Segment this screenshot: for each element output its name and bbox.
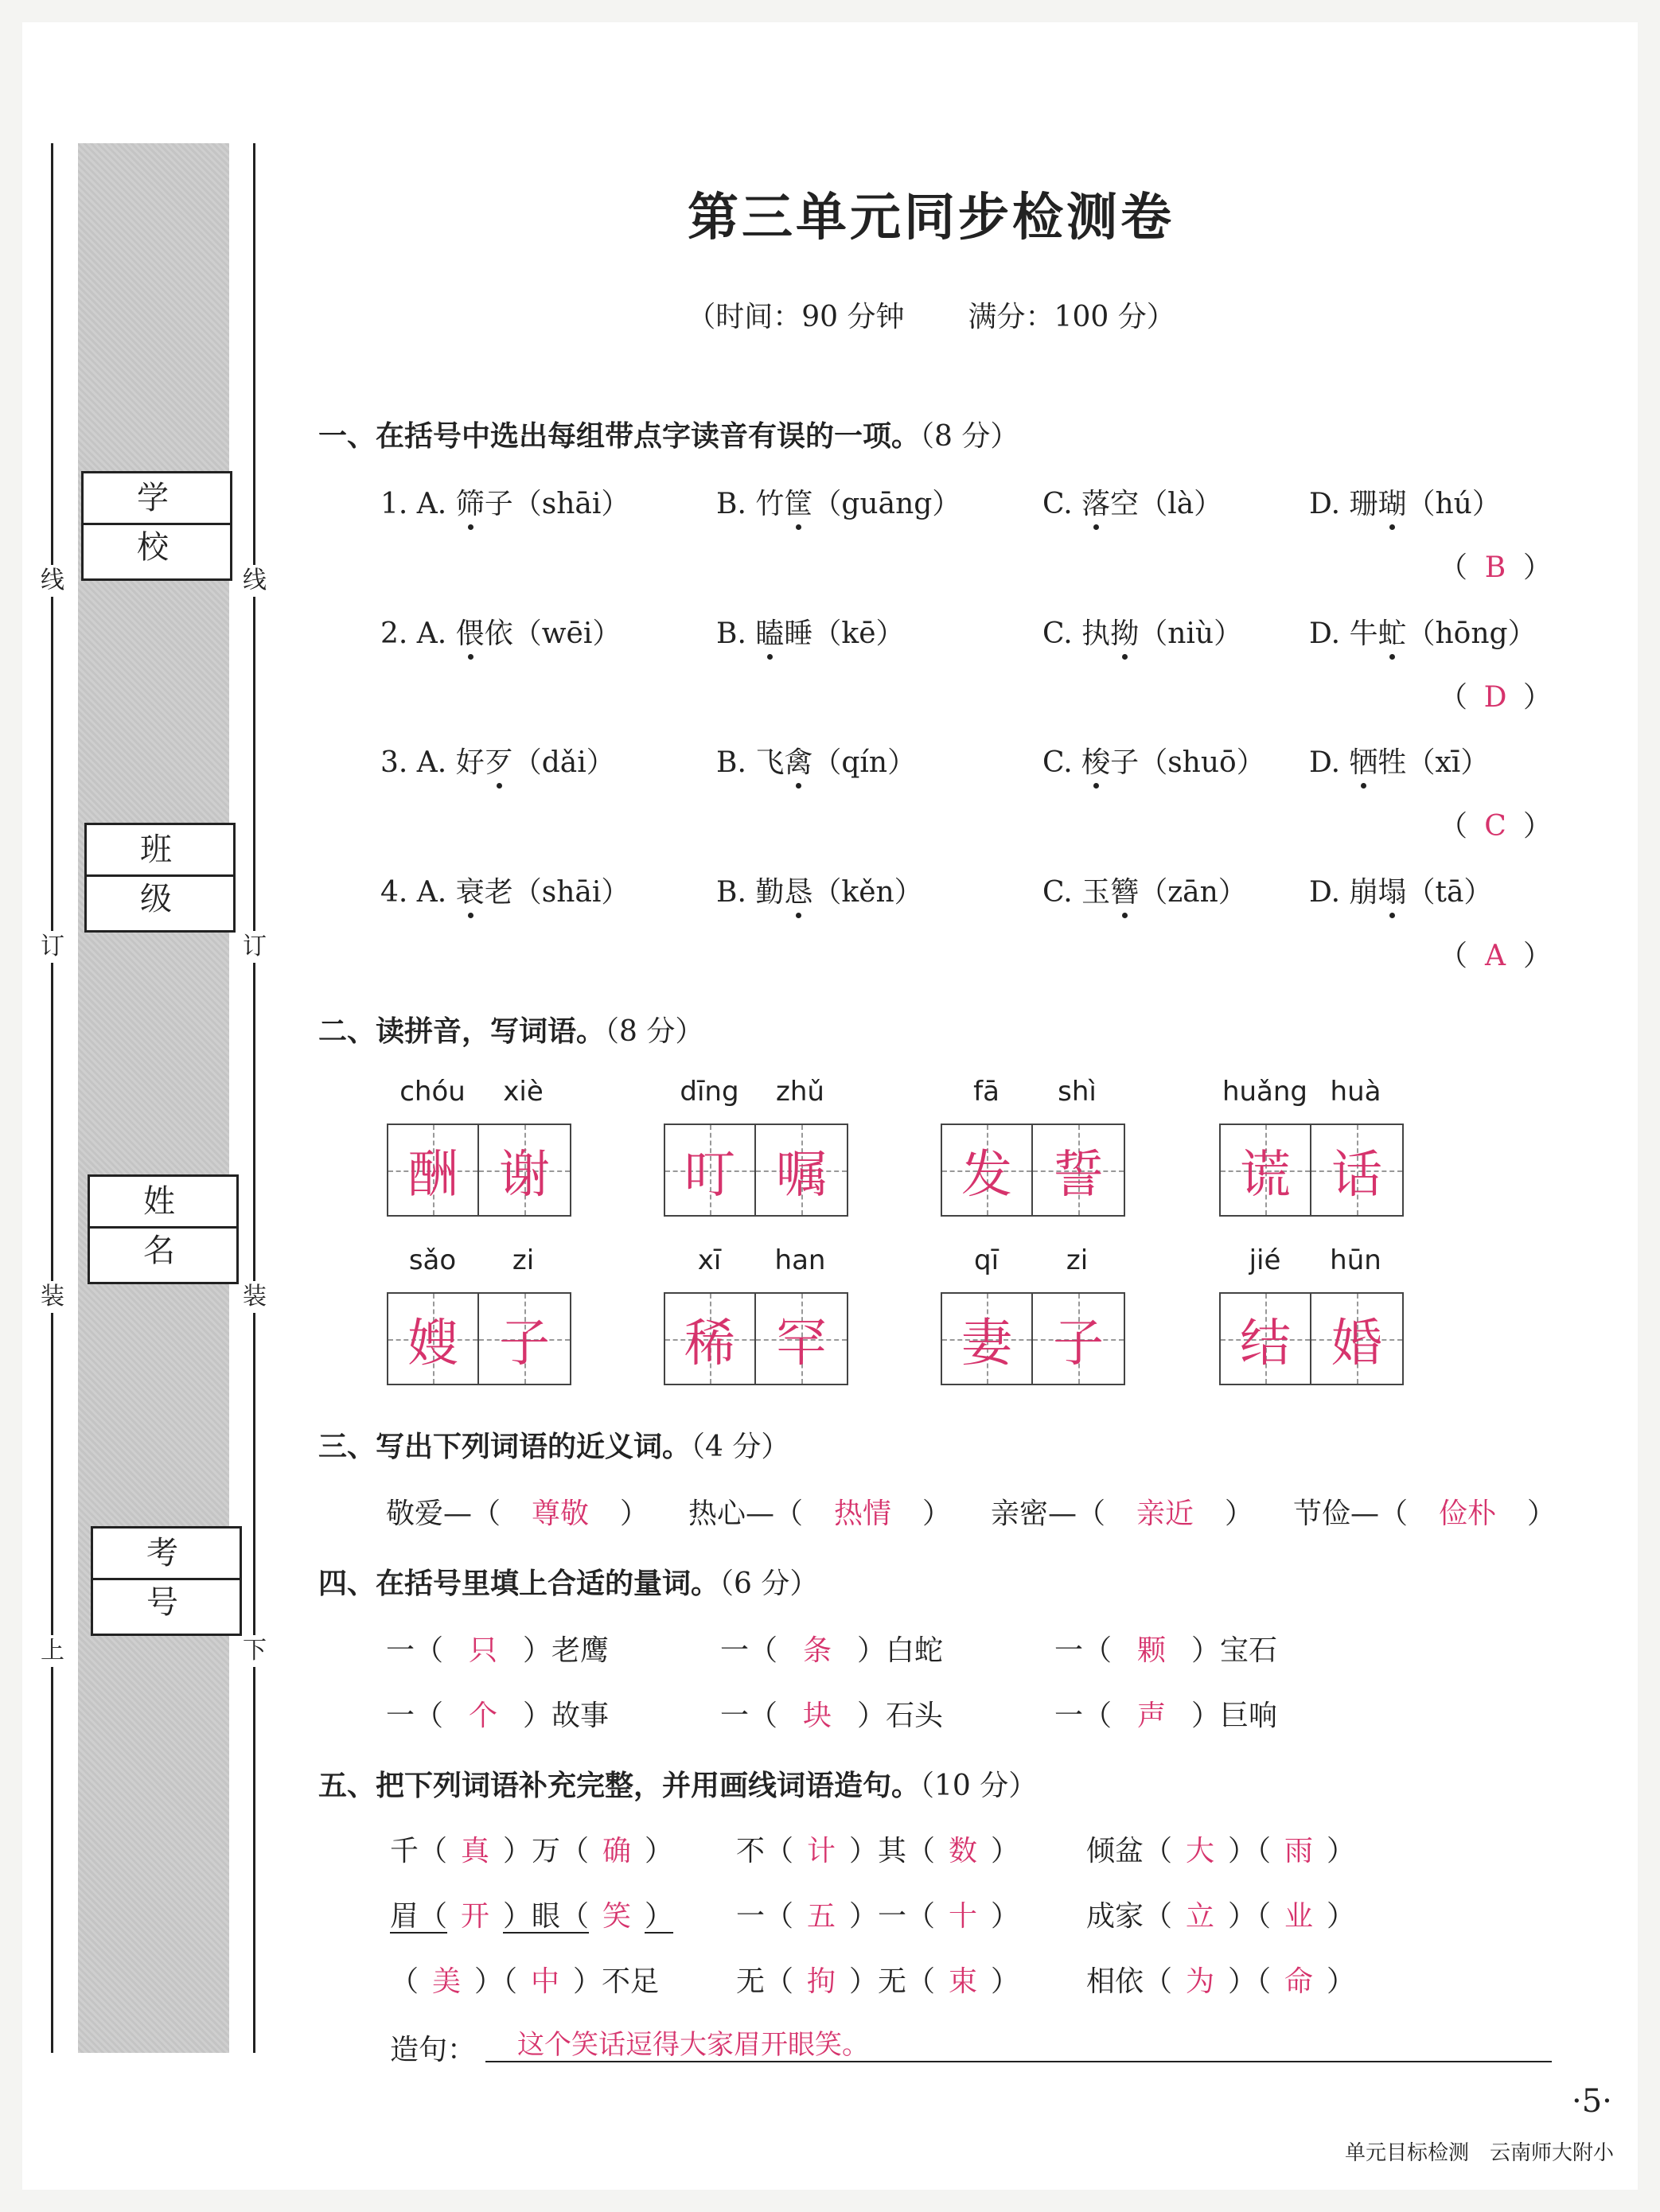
pinyin-label: chóu (399, 1076, 466, 1108)
option-label: D. (1309, 617, 1350, 650)
pinyin-label: hūn (1330, 1244, 1381, 1276)
binding-strip (78, 143, 229, 2053)
page-number: ·5· (1572, 2083, 1612, 2120)
synonym-close: ） (922, 1497, 952, 1530)
q1-option (1042, 870, 1247, 910)
tianzige-grid (387, 1292, 571, 1385)
idiom-text: ）（ (1228, 1965, 1272, 1998)
pinyin-label: qī (973, 1244, 1000, 1276)
sentence-label: 造句： (390, 2034, 477, 2066)
grid-cell[interactable] (665, 1125, 756, 1215)
tianzige-grid (664, 1124, 848, 1217)
option-pinyin: （guāng） (812, 488, 961, 520)
measure-word-item (386, 1628, 609, 1669)
written-char: 罕 (776, 1314, 827, 1373)
option-char: 执 (1081, 617, 1111, 650)
idiom-text: ）（ (474, 1965, 518, 1998)
tianzige-grid (941, 1292, 1125, 1385)
measure-pre: 一（ (386, 1700, 444, 1732)
pinyin-label: zi (1066, 1244, 1089, 1276)
option-label: B. (716, 876, 756, 909)
option-label: C. (1042, 876, 1082, 909)
q1-answer[interactable]: D (1483, 681, 1507, 714)
option-char: 子 (1110, 746, 1140, 779)
tianzige-grid (387, 1124, 571, 1217)
option-label: D. (1309, 746, 1350, 779)
sentence-line (485, 2059, 1552, 2062)
measure-answer[interactable]: 声 (1137, 1700, 1167, 1732)
idiom-text: ） (1327, 1835, 1356, 1867)
idiom-text: ） (1327, 1965, 1356, 1998)
q2-heading: 二、读拼音，写词语。（8 分） (318, 1015, 704, 1048)
synonym-close: ） (1225, 1497, 1254, 1530)
written-char: 嫂 (407, 1314, 458, 1373)
option-pinyin: （shuō） (1139, 746, 1265, 779)
grid-cell[interactable] (1033, 1125, 1124, 1215)
option-label: B. (716, 746, 756, 779)
idiom-answer[interactable]: 确 (602, 1835, 632, 1867)
written-char: 发 (961, 1145, 1012, 1205)
synonym-item (1293, 1491, 1556, 1532)
pinyin-label: shì (1058, 1076, 1097, 1108)
option-char: 好 (455, 746, 485, 779)
measure-post: ）白蛇 (857, 1634, 944, 1667)
idiom-text: （ (390, 1965, 419, 1998)
sentence-answer[interactable]: 这个笑话逗得大家眉开眼笑。 (517, 2029, 869, 2061)
q1-answer-paren: （ D ） (1439, 681, 1553, 714)
q1-option (380, 740, 615, 781)
pinyin-label: huà (1330, 1076, 1381, 1108)
option-pinyin: （xī） (1406, 746, 1490, 779)
tianzige-grid (1219, 1124, 1404, 1217)
q1-option (1042, 740, 1265, 781)
measure-pre: 一（ (1054, 1634, 1113, 1667)
grid-cell[interactable] (1221, 1125, 1311, 1215)
written-char: 叮 (684, 1145, 735, 1205)
grid-cell[interactable] (942, 1125, 1033, 1215)
option-char: 玉 (1081, 876, 1111, 909)
class-box (84, 823, 236, 933)
option-char: 筛 (455, 488, 485, 520)
option-char: 衰 (455, 876, 485, 909)
school-box (81, 471, 232, 581)
option-char: 依 (484, 617, 513, 650)
q1-option (380, 870, 629, 910)
written-char: 稀 (684, 1314, 735, 1373)
grid-cell[interactable] (942, 1294, 1033, 1384)
idiom-text: ）无（ (849, 1965, 936, 1998)
synonym-word: 敬爱—（ (386, 1497, 501, 1530)
option-char: 恳 (784, 876, 813, 909)
idiom-item (1086, 1828, 1355, 1869)
idiom-answer[interactable]: 中 (531, 1965, 560, 1998)
grid-cell[interactable] (756, 1294, 847, 1384)
grid-cell[interactable] (388, 1294, 479, 1384)
option-char: 瑚 (1377, 488, 1407, 520)
idiom-text: ）其（ (849, 1835, 936, 1867)
option-char: 飞 (755, 746, 785, 779)
q1-option (716, 481, 961, 522)
idiom-text: ） (1327, 1900, 1356, 1933)
q1-option (1042, 481, 1222, 522)
measure-answer[interactable]: 条 (803, 1634, 832, 1667)
option-char: 竹 (755, 488, 785, 520)
synonym-answer[interactable]: 亲近 (1136, 1497, 1194, 1530)
idiom-answer[interactable]: 业 (1284, 1900, 1314, 1933)
grid-cell[interactable] (1221, 1294, 1311, 1384)
option-char: 塌 (1377, 876, 1407, 909)
synonym-close: ） (1527, 1497, 1557, 1530)
school-label: 学 校 (84, 473, 230, 525)
idiom-text: ）不足 (573, 1965, 660, 1998)
side-char: 订 (239, 931, 271, 963)
idiom-item (736, 1894, 1019, 1934)
synonym-answer[interactable]: 俭朴 (1439, 1497, 1497, 1530)
grid-cell[interactable] (1311, 1294, 1402, 1384)
idiom-text: 倾盆（ (1086, 1835, 1173, 1867)
idiom-item (390, 1828, 673, 1869)
written-char: 妻 (961, 1314, 1012, 1373)
idiom-answer[interactable]: 五 (807, 1900, 836, 1933)
grid-cell[interactable] (479, 1294, 570, 1384)
synonym-word: 节俭—（ (1293, 1497, 1409, 1530)
written-char: 誓 (1053, 1145, 1104, 1205)
grid-cell[interactable] (388, 1125, 479, 1215)
idiom-answer[interactable]: 束 (949, 1965, 978, 1998)
grid-cell[interactable] (1033, 1294, 1124, 1384)
measure-word-item (386, 1693, 609, 1734)
idiom-text: 千（ (390, 1835, 448, 1867)
full-score: 满分：100 分） (968, 301, 1175, 333)
measure-word-item (1054, 1693, 1277, 1734)
synonym-answer[interactable]: 尊敬 (532, 1497, 590, 1530)
idiom-text: ）（ (1228, 1900, 1272, 1933)
measure-pre: 一（ (720, 1700, 778, 1732)
option-pinyin: （dǎi） (512, 746, 615, 779)
synonym-item (991, 1491, 1253, 1532)
idiom-text: ） (645, 1900, 674, 1933)
measure-post: ）故事 (523, 1700, 610, 1732)
option-char: 勤 (755, 876, 785, 909)
tianzige-grid (1219, 1292, 1404, 1385)
synonym-answer[interactable]: 热情 (834, 1497, 892, 1530)
measure-post: ）老鹰 (523, 1634, 610, 1667)
side-char: 装 (37, 1281, 68, 1313)
measure-answer[interactable]: 只 (469, 1634, 498, 1667)
idiom-text: 相依（ (1086, 1965, 1173, 1998)
measure-post: ）宝石 (1191, 1634, 1278, 1667)
written-char: 话 (1331, 1145, 1382, 1205)
page-title: 第三单元同步检测卷 (688, 189, 1175, 247)
idiom-answer[interactable]: 美 (432, 1965, 462, 1998)
pinyin-label: xī (697, 1244, 722, 1276)
side-char: 装 (239, 1281, 271, 1313)
option-pinyin: （kē） (812, 617, 905, 650)
idiom-item (736, 1959, 1019, 2000)
measure-word-item (720, 1693, 943, 1734)
q1-answer-paren: （ B ） (1439, 551, 1553, 584)
side-char: 线 (37, 565, 68, 597)
name-box (88, 1174, 239, 1284)
pinyin-label: dīng (680, 1076, 739, 1108)
idiom-text: 成家（ (1086, 1900, 1173, 1933)
option-char: 牛 (1349, 617, 1378, 650)
measure-pre: 一（ (386, 1634, 444, 1667)
pinyin-label: han (774, 1244, 826, 1276)
option-label: D. (1309, 488, 1350, 520)
synonym-word: 亲密—（ (991, 1497, 1106, 1530)
option-label: B. (716, 488, 756, 520)
measure-pre: 一（ (720, 1634, 778, 1667)
idiom-text: ） (991, 1965, 1020, 1998)
option-char: 牺 (1349, 746, 1378, 779)
idiom-answer[interactable]: 十 (949, 1900, 978, 1933)
tianzige-grid (664, 1292, 848, 1385)
option-label: C. (1042, 488, 1082, 520)
idiom-text: ）（ (1228, 1835, 1272, 1867)
option-pinyin: （hōng） (1406, 617, 1537, 650)
idiom-answer[interactable]: 笑 (602, 1900, 632, 1933)
idiom-answer[interactable]: 数 (949, 1835, 978, 1867)
measure-word-item (720, 1628, 943, 1669)
option-pinyin: （kěn） (812, 876, 923, 909)
q1-option (1309, 740, 1489, 781)
idiom-text: ） (991, 1835, 1020, 1867)
q1-answer[interactable]: B (1484, 551, 1506, 584)
time-limit: （时间：90 分钟 (687, 301, 905, 333)
measure-word-item (1054, 1628, 1277, 1669)
q1-option (1309, 870, 1492, 910)
binding-line-left (51, 143, 53, 2053)
pinyin-label: jié (1249, 1244, 1281, 1276)
option-char: 空 (1110, 488, 1140, 520)
pinyin-label: huǎng (1222, 1076, 1308, 1108)
written-char: 结 (1240, 1314, 1291, 1373)
option-char: 牲 (1377, 746, 1407, 779)
option-char: 落 (1081, 488, 1111, 520)
idiom-text: 无（ (736, 1965, 794, 1998)
pinyin-label: zhǔ (776, 1076, 824, 1108)
option-char: 老 (484, 876, 513, 909)
idiom-answer[interactable]: 雨 (1284, 1835, 1314, 1867)
idiom-text: ）万（ (503, 1835, 590, 1867)
side-char: 下 (239, 1635, 271, 1667)
q1-answer-paren: （ C ） (1439, 810, 1553, 843)
idiom-answer[interactable]: 开 (461, 1900, 490, 1933)
q1-option (1042, 611, 1242, 652)
idiom-text: 不（ (736, 1835, 794, 1867)
q1-option (380, 481, 629, 522)
written-char: 谎 (1240, 1145, 1291, 1205)
pinyin-label: sǎo (408, 1244, 457, 1276)
option-pinyin: （shāi） (512, 876, 630, 909)
measure-answer[interactable]: 块 (803, 1700, 832, 1732)
pinyin-label: fā (973, 1076, 1000, 1108)
exam-number-label: 考 号 (93, 1529, 240, 1580)
grid-cell[interactable] (479, 1125, 570, 1215)
q1-option (1309, 481, 1501, 522)
option-char: 子 (484, 488, 513, 520)
grid-cell[interactable] (1311, 1125, 1402, 1215)
idiom-item (390, 1959, 659, 2000)
q5-heading: 五、把下列词语补充完整，并用画线词语造句。（10 分） (318, 1770, 1038, 1802)
option-pinyin: （qín） (812, 746, 917, 779)
option-pinyin: （là） (1139, 488, 1223, 520)
idiom-answer[interactable]: 立 (1186, 1900, 1215, 1933)
option-char: 崩 (1349, 876, 1378, 909)
idiom-text: ）一（ (849, 1900, 936, 1933)
option-char: 簪 (1110, 876, 1140, 909)
q1-answer[interactable]: A (1485, 940, 1506, 972)
binding-line-right (253, 143, 255, 2053)
option-char: 虻 (1377, 617, 1407, 650)
option-char: 睡 (784, 617, 813, 650)
idiom-text: 眉（ (390, 1900, 448, 1933)
written-char: 婚 (1331, 1314, 1382, 1373)
idiom-answer[interactable]: 为 (1186, 1965, 1215, 1998)
option-char: 禽 (784, 746, 813, 779)
idiom-answer[interactable]: 计 (807, 1835, 836, 1867)
footer-text: 单元目标检测 云南师大附小 (1345, 2141, 1615, 2165)
synonym-item (688, 1491, 951, 1532)
subtitle (334, 294, 1528, 335)
option-char: 歹 (484, 746, 513, 779)
option-label: B. (716, 617, 756, 650)
measure-answer[interactable]: 颗 (1137, 1634, 1167, 1667)
measure-post: ）石头 (857, 1700, 944, 1732)
idiom-item (1086, 1959, 1355, 2000)
written-char: 子 (499, 1314, 550, 1373)
written-char: 谢 (499, 1145, 550, 1205)
idiom-text: ） (991, 1900, 1020, 1933)
option-label: 1. A. (380, 488, 456, 520)
measure-post: ）巨响 (1191, 1700, 1278, 1732)
option-pinyin: （shāi） (512, 488, 630, 520)
q4-heading: 四、在括号里填上合适的量词。（6 分） (318, 1567, 819, 1600)
option-char: 拗 (1110, 617, 1140, 650)
q3-heading: 三、写出下列词语的近义词。（4 分） (318, 1431, 790, 1463)
written-char: 子 (1053, 1314, 1104, 1373)
written-char: 嘱 (776, 1145, 827, 1205)
tianzige-grid (941, 1124, 1125, 1217)
option-char: 梭 (1081, 746, 1111, 779)
side-char: 线 (239, 565, 271, 597)
pinyin-label: zi (512, 1244, 535, 1276)
q1-option (716, 611, 905, 652)
option-char: 筐 (784, 488, 813, 520)
measure-answer[interactable]: 个 (469, 1700, 498, 1732)
q1-heading: 一、在括号中选出每组带点字读音有误的一项。（8 分） (318, 420, 1019, 453)
idiom-answer[interactable]: 拘 (807, 1965, 836, 1998)
q1-option (1309, 611, 1537, 652)
q1-option (380, 611, 621, 652)
option-char: 偎 (455, 617, 485, 650)
idiom-text: ）眼（ (503, 1900, 590, 1933)
side-char: 上 (37, 1635, 68, 1667)
synonym-word: 热心—（ (688, 1497, 804, 1530)
idiom-answer[interactable]: 真 (461, 1835, 490, 1867)
q1-answer-paren: （ A ） (1439, 940, 1553, 972)
grid-cell[interactable] (756, 1125, 847, 1215)
class-label: 班 级 (87, 825, 233, 877)
option-label: 3. A. (380, 746, 456, 779)
option-pinyin: （niù） (1139, 617, 1243, 650)
idiom-answer[interactable]: 大 (1186, 1835, 1215, 1867)
name-label: 姓 名 (90, 1177, 236, 1229)
option-pinyin: （tā） (1406, 876, 1493, 909)
q1-option (716, 870, 923, 910)
side-char: 订 (37, 931, 68, 963)
option-label: D. (1309, 876, 1350, 909)
option-pinyin: （hú） (1406, 488, 1501, 520)
idiom-item (1086, 1894, 1355, 1934)
measure-pre: 一（ (1054, 1700, 1113, 1732)
synonym-close: ） (620, 1497, 649, 1530)
option-label: C. (1042, 746, 1082, 779)
pinyin-label: xiè (503, 1076, 544, 1108)
idiom-answer[interactable]: 命 (1284, 1965, 1314, 1998)
synonym-item (386, 1491, 649, 1532)
exam-number-box (91, 1526, 242, 1636)
option-pinyin: （zān） (1139, 876, 1247, 909)
idiom-text: ） (645, 1835, 674, 1867)
idiom-item (736, 1828, 1019, 1869)
option-pinyin: （wēi） (512, 617, 622, 650)
grid-cell[interactable] (665, 1294, 756, 1384)
q1-option (716, 740, 916, 781)
option-char: 珊 (1349, 488, 1378, 520)
option-label: 4. A. (380, 876, 456, 909)
option-label: C. (1042, 617, 1082, 650)
idiom-item (390, 1894, 673, 1934)
idiom-text: 一（ (736, 1900, 794, 1933)
option-char: 瞌 (755, 617, 785, 650)
written-char: 酬 (407, 1145, 458, 1205)
option-label: 2. A. (380, 617, 456, 650)
q1-answer[interactable]: C (1484, 810, 1506, 843)
